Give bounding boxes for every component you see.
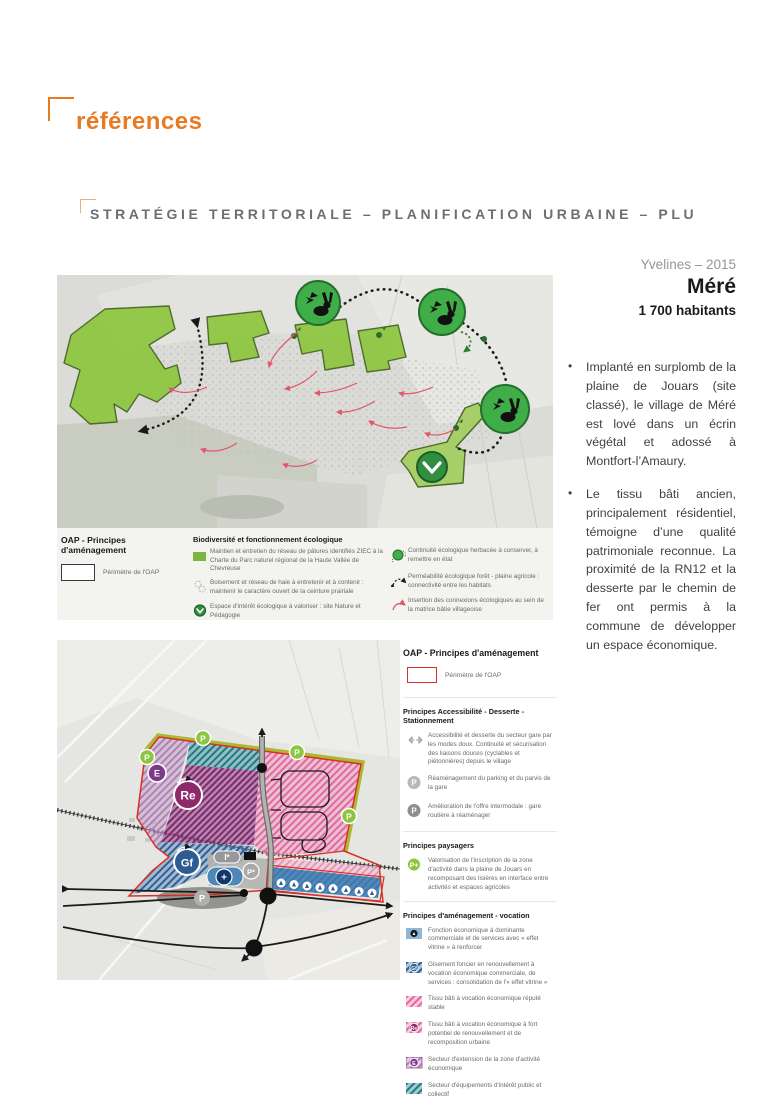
bullet-dot: •	[568, 359, 573, 373]
tissu-stable-legend-icon	[406, 995, 428, 1013]
legend2-item: Fonction économique à dominante commerciale et de services avec « effet vitrine » à renforcer	[428, 926, 539, 952]
forest-permeability-icon	[391, 573, 408, 592]
access-section-title: Principes Accessibilité - Desserte - Stationnement	[403, 697, 557, 725]
legend2-title: OAP - Principes d'aménagement	[403, 648, 539, 658]
legend2-item: Réaménagement du parking et du parvis de la gare	[428, 775, 551, 792]
eco-connection-icon	[391, 597, 408, 616]
svg-text:P: P	[198, 893, 206, 904]
oap-scheme-canvas	[57, 640, 400, 980]
description-bullet	[568, 485, 736, 655]
legend2-item: Tissu bâti à vocation économique à fort potentiel de renouvellement et de recomposition urbaine	[428, 1021, 538, 1046]
legend2-item: Tissu bâti à vocation économique réputé stable	[428, 995, 541, 1012]
paysage-legend-icon	[406, 857, 428, 892]
oap-scheme-map	[57, 640, 400, 980]
svg-text:E: E	[412, 1060, 416, 1067]
svg-text:P: P	[411, 806, 417, 816]
oap-scheme-legend	[403, 648, 557, 1108]
legend1-item: Continuité écologique herbacée à conserver, à remettre en état	[408, 547, 538, 563]
bullet-text: Le tissu bâti ancien, principalement résidentiel, témoigne d’une qualité patrimoniale reconnue. La proximité de la RN12 et la desserte par le chemin de fer ont permis à la commune de développer un espace économique.	[586, 487, 736, 652]
herb-continuity-icon	[391, 547, 408, 568]
legend2-item: Accessibilité et desserte du secteur gare par les modes doux. Continuité et sécurisation des liaisons douces (cyclables et piétonnières) depuis le village	[428, 732, 552, 766]
svg-text:P: P	[144, 752, 150, 763]
svg-text:P: P	[411, 778, 417, 788]
legend1-item: Perméabilité écologique forêt - plaine agricole : connectivité entre les habitats	[408, 573, 540, 589]
legend2-item: Secteur d'équipements d'intérêt public et collectif	[428, 1081, 542, 1098]
pasture-swatch-icon	[193, 548, 210, 574]
svg-text:Re: Re	[410, 1026, 418, 1033]
ecology-map-canvas	[57, 275, 553, 528]
ecology-map	[57, 275, 553, 620]
legend1-item: Boisement et réseau de haie à entretenir et à contenir : maintenir le caractère ouvert de la ceinture prairiale	[210, 579, 364, 595]
legend2-item: Amélioration de l'offre intermodale : gare routière à réaménager	[428, 803, 542, 820]
legend1-title: OAP - Principes d'aménagement	[61, 535, 127, 555]
legend1-item: Insertion des connexions écologiques au sein de la matrice bâtie villageoise	[408, 597, 544, 613]
svg-text:P: P	[346, 811, 352, 822]
hedge-network-icon	[193, 579, 210, 598]
svg-text:P+: P+	[409, 862, 419, 870]
project-name: Méré	[686, 275, 736, 298]
legend1-item: Maintien et entretien du réseau de pâtures identifiés ZIEC à la Charte du Parc naturel régional de la Haute Vallée de Chevreuse	[210, 548, 383, 573]
oap2-perimeter-label: Périmètre de l'OAP	[445, 671, 502, 679]
bullet-dot: •	[568, 486, 573, 501]
project-description	[568, 358, 736, 655]
svg-text:P*: P*	[247, 867, 255, 877]
legend2-item: Valorisation de l'inscription de la zone d'activité dans la plaine de Jouars en recomposant des lisières en interface entre activités et espaces agricoles	[428, 857, 549, 891]
nature-site-icon	[417, 452, 447, 482]
svg-text:P: P	[200, 733, 206, 744]
soft-modes-icon	[406, 732, 428, 767]
oap-perimeter-label: Périmètre de l'OAP	[103, 569, 160, 576]
section-title: STRATÉGIE TERRITORIALE – PLANIFICATION URBAINE – PLU	[90, 206, 698, 222]
legend1-bio-title: Biodiversité et fonctionnement écologique	[193, 535, 343, 544]
vocation-section-title: Principes d'aménagement - vocation	[403, 901, 557, 920]
tissu-renouvellement-legend-icon	[406, 1021, 428, 1047]
project-region-year: Yvelines – 2015	[640, 257, 736, 272]
gisement-legend-icon	[406, 961, 428, 987]
parking-legend-icon	[406, 775, 428, 795]
ecology-map-legend	[57, 528, 553, 620]
svg-text:P: P	[294, 747, 300, 758]
project-summary	[568, 257, 736, 669]
paysage-section-title: Principes paysagers	[403, 831, 557, 850]
vitrine-legend-icon	[406, 927, 428, 953]
orange-corner-bracket	[48, 97, 74, 121]
svg-text:Gf: Gf	[180, 857, 194, 870]
svg-text:E: E	[153, 768, 161, 779]
extension-legend-icon	[406, 1056, 428, 1074]
oap-perimeter-swatch	[61, 564, 95, 581]
oap2-perimeter-swatch	[407, 667, 437, 683]
legend1-item: Espace d'intérêt écologique à valoriser : site Nature et Pédagogie	[210, 603, 361, 619]
description-bullet	[568, 358, 736, 471]
i-star-label: I*	[224, 853, 230, 862]
legend2-item: Secteur d'extension de la zone d'activité économique	[428, 1055, 540, 1072]
nature-site-legend-icon	[193, 603, 210, 622]
project-population: 1 700 habitants	[638, 303, 736, 318]
svg-text:Re: Re	[180, 788, 196, 803]
intermodal-legend-icon	[406, 803, 428, 823]
svg-text:Gf: Gf	[411, 965, 417, 972]
bullet-text: Implanté en surplomb de la plaine de Jouars (site classé), le village de Méré est lové dans un écrin végétal et adossé à Montfort-l’Amaury.	[586, 360, 736, 469]
legend2-item: Gisement foncier en renouvellement à vocation économique commerciale, de services : consolidation de l'« effet vitrine »	[428, 960, 548, 986]
page-title: références	[76, 108, 203, 135]
equipements-legend-icon	[406, 1082, 428, 1100]
svg-text:+: +	[221, 872, 227, 884]
